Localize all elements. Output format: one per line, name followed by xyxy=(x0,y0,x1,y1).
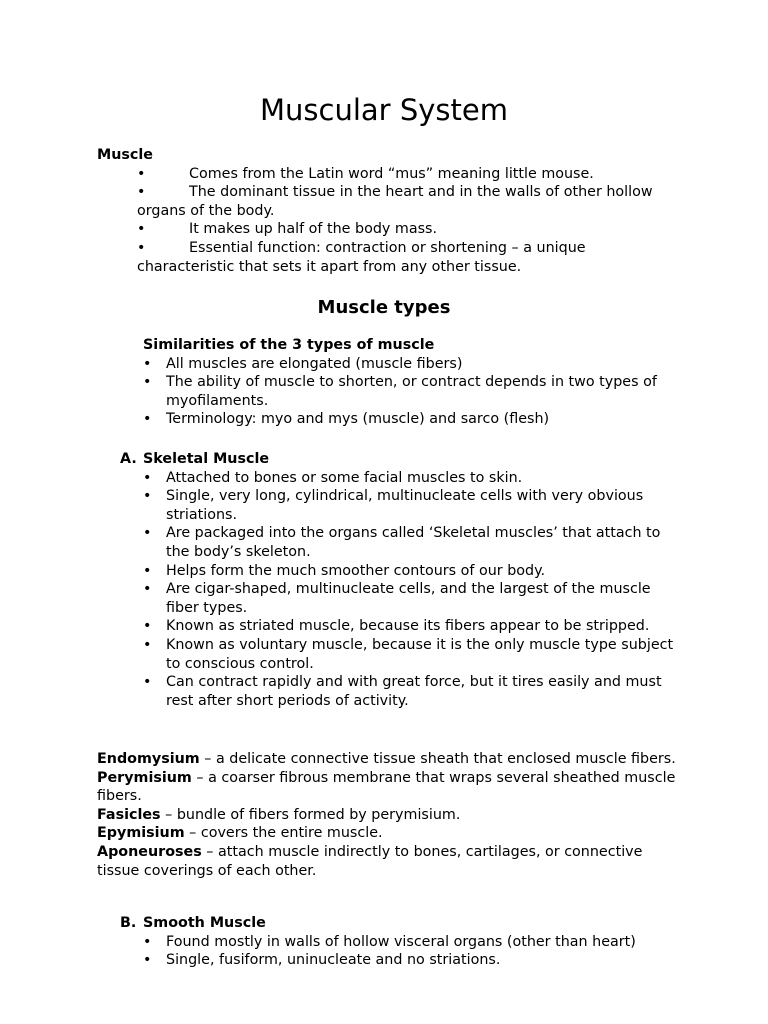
muscle-list xyxy=(97,165,657,277)
list-item-text: Comes from the Latin word “mus” meaning little mouse. xyxy=(189,165,594,182)
bullet-icon: • xyxy=(137,184,146,201)
list-item: • Attached to bones or some facial muscles to skin. xyxy=(166,469,680,488)
skeletal-list xyxy=(120,469,680,711)
muscle-section xyxy=(97,146,657,276)
definition-term: Epymisium xyxy=(97,825,185,842)
definitions-section xyxy=(97,750,677,880)
smooth-section xyxy=(120,914,680,970)
skeletal-heading-text: Skeletal Muscle xyxy=(143,451,270,467)
definition-term: Aponeuroses xyxy=(97,843,202,860)
list-item: • Found mostly in walls of hollow visceral organs (other than heart) xyxy=(166,933,680,952)
bullet-icon: • xyxy=(137,239,146,256)
skeletal-section xyxy=(120,450,680,710)
list-item: • Can contract rapidly and with great force, but it tires easily and must rest after short periods of activity. xyxy=(166,673,680,710)
smooth-list xyxy=(120,933,680,970)
definition-text: – attach muscle indirectly to bones, cartilages, or connective tissue coverings of each other. xyxy=(97,843,643,879)
muscle-heading: Muscle xyxy=(97,147,153,163)
list-item-text: Essential function: contraction or shortening – a unique characteristic that sets it apart from any other tissue. xyxy=(137,239,586,275)
list-item: • Are packaged into the organs called ‘Skeletal muscles’ that attach to the body’s skeleton. xyxy=(166,524,680,561)
list-item xyxy=(137,183,657,220)
list-item: • Known as striated muscle, because its fibers appear to be stripped. xyxy=(166,617,680,636)
section-marker: A. xyxy=(120,451,137,467)
list-item: • Single, very long, cylindrical, multinucleate cells with very obvious striations. xyxy=(166,487,680,524)
bullet-icon: • xyxy=(137,165,146,182)
definition-item xyxy=(97,769,677,806)
definition-item xyxy=(97,824,677,843)
definition-item xyxy=(97,806,677,825)
list-item: • Are cigar-shaped, multinucleate cells, and the largest of the muscle fiber types. xyxy=(166,580,680,617)
definition-text: – bundle of fibers formed by perymisium. xyxy=(160,806,461,823)
smooth-heading-text: Smooth Muscle xyxy=(143,915,266,931)
definition-text: – covers the entire muscle. xyxy=(184,825,383,842)
list-item: • The ability of muscle to shorten, or contract depends in two types of myofilaments. xyxy=(166,373,680,410)
skeletal-heading xyxy=(120,450,680,469)
list-item: • Helps form the much smoother contours of our body. xyxy=(166,562,680,581)
definition-item xyxy=(97,843,677,880)
similarities-section xyxy=(120,336,680,429)
list-item: • Known as voluntary muscle, because it is the only muscle type subject to conscious control. xyxy=(166,636,680,673)
section-marker: B. xyxy=(120,915,137,931)
list-item: • Terminology: myo and mys (muscle) and sarco (flesh) xyxy=(166,410,680,429)
list-item: • Single, fusiform, uninucleate and no striations. xyxy=(166,951,680,970)
list-item xyxy=(137,165,657,184)
similarities-list xyxy=(120,355,680,429)
list-item: • All muscles are elongated (muscle fibers) xyxy=(166,355,680,374)
page-title: Muscular System xyxy=(260,93,508,127)
similarities-heading: Similarities of the 3 types of muscle xyxy=(143,337,435,353)
list-item-text: It makes up half of the body mass. xyxy=(189,221,438,238)
definition-item xyxy=(97,750,677,769)
definition-term: Endomysium xyxy=(97,751,200,767)
bullet-icon: • xyxy=(137,221,146,238)
muscle-types-heading: Muscle types xyxy=(317,297,451,318)
list-item xyxy=(137,220,657,239)
definition-term: Perymisium xyxy=(97,769,192,786)
definition-term: Fasicles xyxy=(97,806,161,823)
list-item xyxy=(137,239,657,276)
list-item-text: The dominant tissue in the heart and in the walls of other hollow organs of the body. xyxy=(137,184,653,219)
definition-text: – a coarser fibrous membrane that wraps several sheathed muscle fibers. xyxy=(97,769,676,805)
definition-text: – a delicate connective tissue sheath that enclosed muscle fibers. xyxy=(199,751,676,767)
smooth-heading xyxy=(120,914,680,933)
